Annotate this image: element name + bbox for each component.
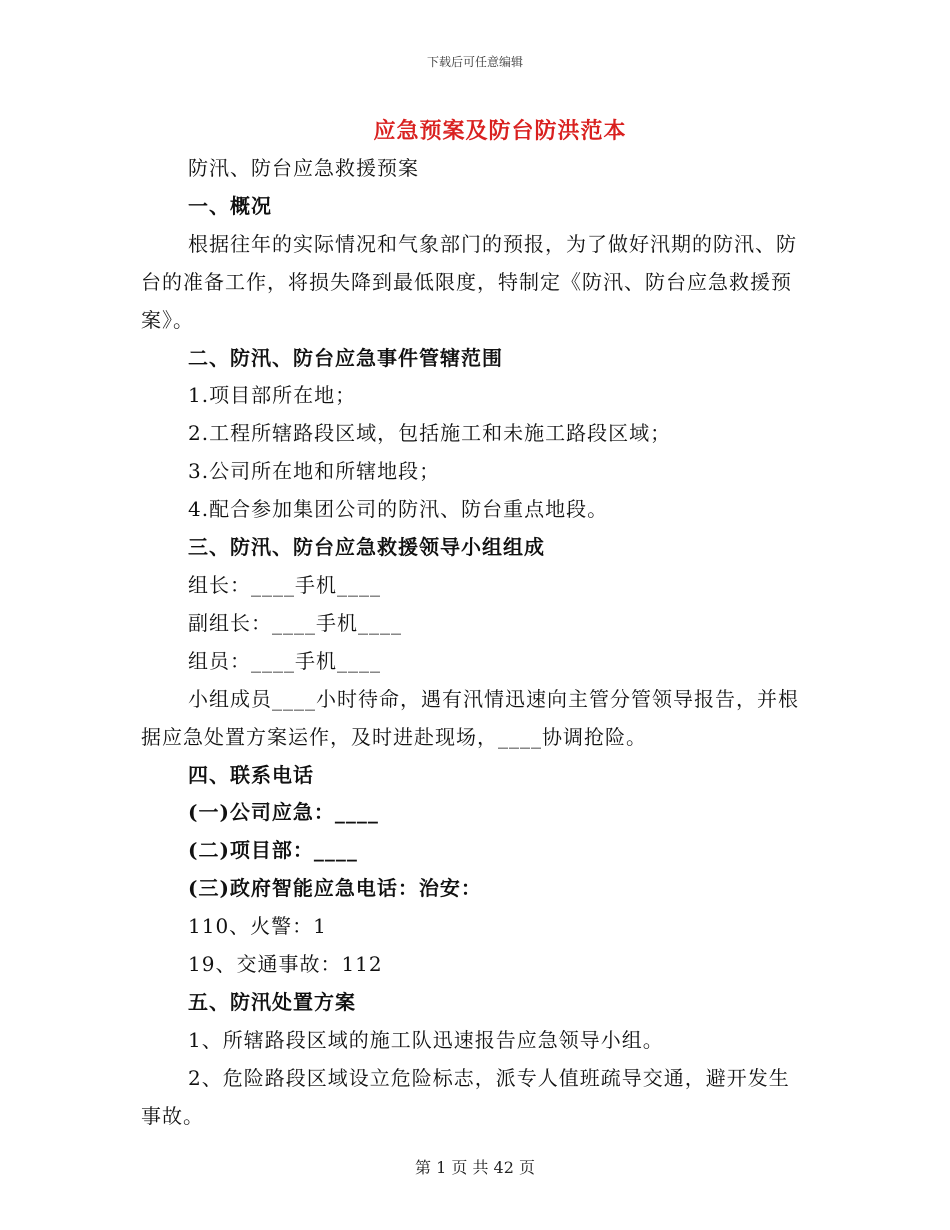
body-paragraph: 根据往年的实际情况和气象部门的预报，为了做好汛期的防汛、防台的准备工作，将损失降到最低限度，特制定《防汛、防台应急救援预案》。 [141, 231, 797, 332]
body-paragraph: 1.项目部所在地； [188, 383, 357, 408]
page-number: 第 1 页 共 42 页 [415, 1158, 535, 1177]
body-paragraph: 2、危险路段区域设立危险标志，派专人值班疏导交通，避开发生事故。 [141, 1065, 790, 1128]
section-heading: (一)公司应急：____ [188, 800, 379, 825]
section-heading: (二)项目部：____ [188, 838, 358, 863]
section-heading: 一、概况 [188, 193, 272, 218]
section-heading: 四、联系电话 [188, 762, 314, 787]
body-paragraph: 110、火警：1 [188, 914, 327, 939]
body-paragraph: 防汛、防台应急救援预案 [188, 156, 419, 180]
body-paragraph: 组长：____手机____ [188, 572, 381, 597]
section-heading: 五、防汛处置方案 [188, 989, 356, 1014]
section-heading: 三、防汛、防台应急救援领导小组组成 [188, 535, 545, 560]
body-paragraph: 2.工程所辖路段区域，包括施工和未施工路段区域； [188, 421, 672, 446]
page-header-note: 下载后可任意编辑 [426, 55, 523, 69]
body-paragraph: 副组长：____手机____ [188, 610, 402, 635]
body-paragraph: 19、交通事故：112 [188, 952, 383, 977]
section-heading: (三)政府智能应急电话：治安： [188, 876, 482, 901]
section-heading: 二、防汛、防台应急事件管辖范围 [188, 345, 503, 370]
document-body [141, 150, 809, 1136]
body-paragraph: 3.公司所在地和所辖地段； [188, 459, 441, 484]
body-paragraph: 4.配合参加集团公司的防汛、防台重点地段。 [188, 497, 609, 522]
document-title: 应急预案及防台防洪范本 [373, 118, 627, 144]
body-paragraph: 小组成员____小时待命，遇有汛情迅速向主管分管领导报告，并根据应急处置方案运作，及时进赴现场，____协调抢险。 [141, 686, 799, 749]
body-paragraph: 1、所辖路段区域的施工队迅速报告应急领导小组。 [188, 1027, 664, 1052]
body-paragraph: 组员：____手机____ [188, 648, 381, 673]
